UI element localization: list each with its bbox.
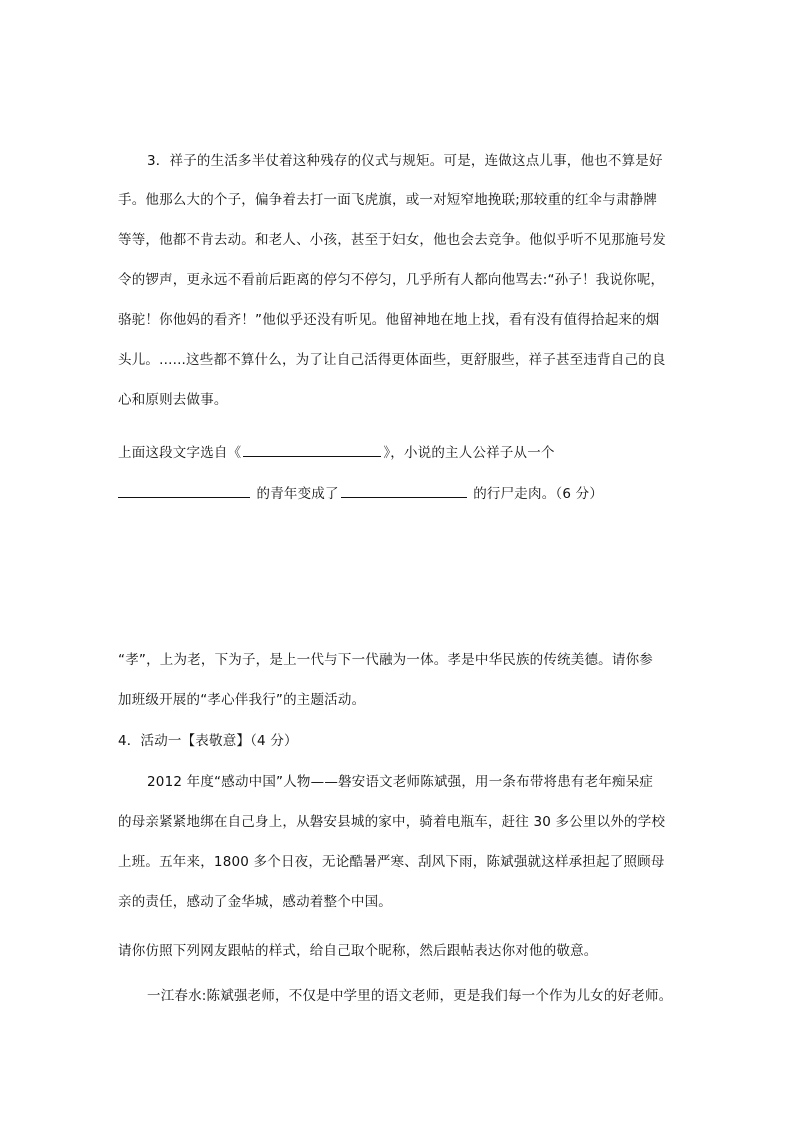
question-text-1: 上面这段文字选自《 xyxy=(118,445,242,461)
youth-description-blank[interactable] xyxy=(118,483,250,498)
passage-line-6: 头儿。......这些都不算什么，为了让自己活得更体面些，更舒服些，祥子甚至违背自己的良 xyxy=(118,352,666,368)
question-line-1 xyxy=(118,442,555,463)
activity-title: 4．活动一【表敬意】（4 分） xyxy=(118,733,298,749)
example-post: 一江春水:陈斌强老师，不仅是中学里的语文老师，更是我们每一个作为儿女的好老师。 xyxy=(147,988,673,1004)
passage-line-5: 骆驼！你他妈的看齐！”他似乎还没有听见。他留神地在地上找，看有没有值得拾起来的烟 xyxy=(118,312,660,328)
passage-line-1: 3．祥子的生活多半仗着这种残存的仪式与规矩。可是，连做这点儿事，他也不算是好 xyxy=(147,153,663,169)
intro-line-2: 加班级开展的“孝心伴我行”的主题活动。 xyxy=(118,692,366,708)
story-line-4: 亲的责任，感动了金华城，感动着整个中国。 xyxy=(118,894,392,910)
intro-line-1: “孝”，上为老，下为子，是上一代与下一代融为一体。孝是中华民族的传统美德。请你参 xyxy=(118,652,653,668)
question-line-2 xyxy=(118,483,603,504)
story-line-2: 的母亲紧紧地绑在自己身上，从磐安县城的家中，骑着电瓶车，赶往 30 多公里以外的学校 xyxy=(118,814,666,830)
question-text-4: 的行尸走肉。（6 分） xyxy=(473,486,604,502)
passage-line-3: 等等，他都不肯去动。和老人、小孩，甚至于妇女，他也会去竞争。他似乎听不见那施号发 xyxy=(118,232,666,248)
story-line-3: 上班。五年来，1800 多个日夜，无论酷暑严寒、刮风下雨，陈斌强就这样承担起了照顾母 xyxy=(118,854,665,870)
story-line-1: 2012 年度“感动中国”人物——磐安语文老师陈斌强，用一条布带将患有老年痴呆症 xyxy=(147,774,654,790)
instruction-text: 请你仿照下列网友跟帖的样式，给自己取个昵称，然后跟帖表达你对他的敬意。 xyxy=(118,943,598,959)
book-title-blank[interactable] xyxy=(243,442,381,457)
question-text-2: 》，小说的主人公祥子从一个 xyxy=(383,445,555,461)
passage-line-4: 令的锣声，更永远不看前后距离的停匀不停匀，几乎所有人都向他骂去:“孙子！我说你呢， xyxy=(118,272,665,288)
walking-dead-description-blank[interactable] xyxy=(341,483,467,498)
passage-line-2: 手。他那么大的个子，偏争着去打一面飞虎旗，或一对短窄地挽联;那较重的红伞与肃静牌 xyxy=(118,192,658,208)
passage-line-7: 心和原则去做事。 xyxy=(118,392,228,408)
question-text-3: 的青年变成了 xyxy=(256,486,339,502)
